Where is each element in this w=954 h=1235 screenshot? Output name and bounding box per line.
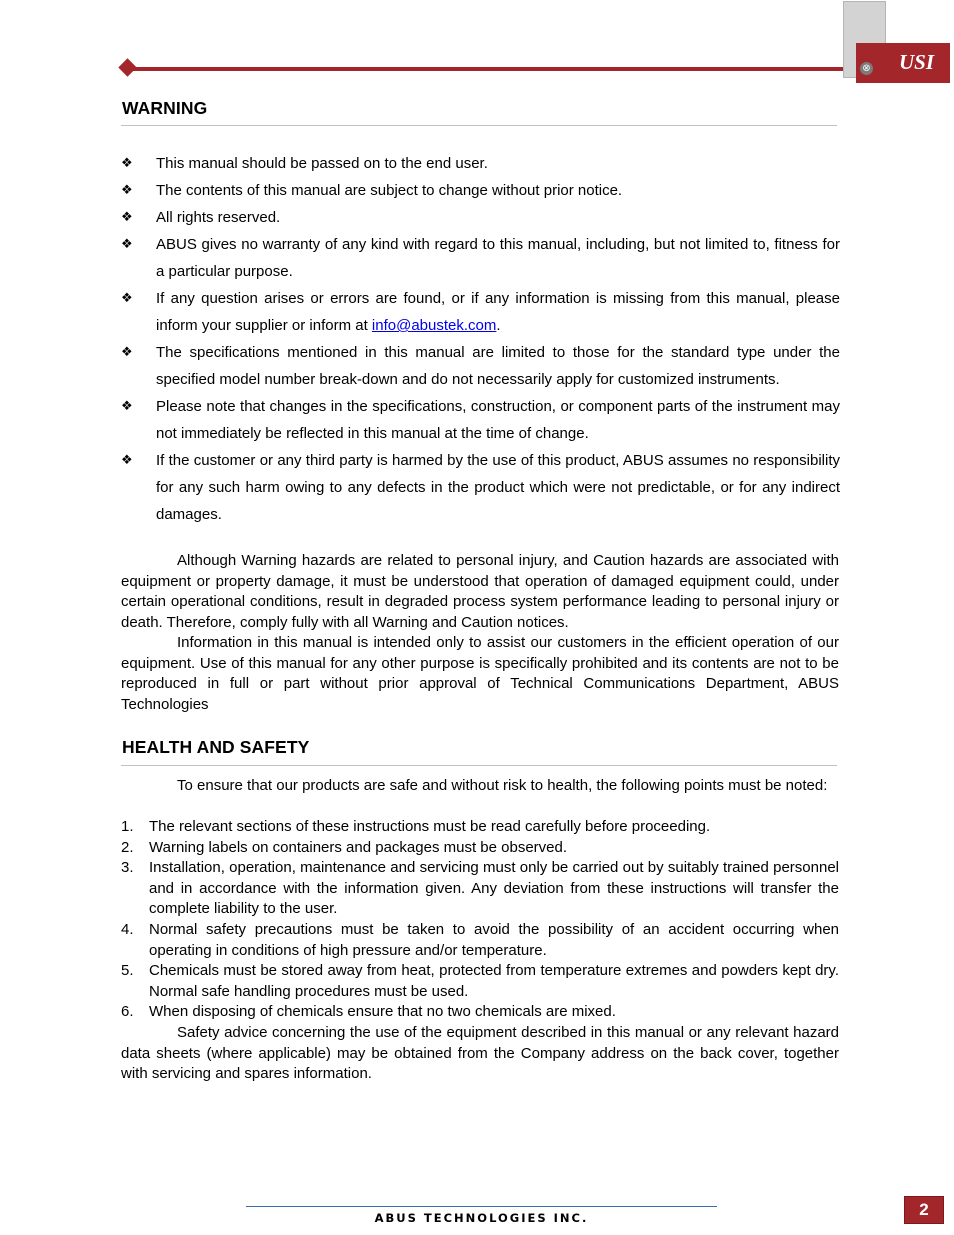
list-item-text: The contents of this manual are subject to change without prior notice. <box>156 182 623 199</box>
health-rule <box>121 765 837 766</box>
diamond-bullet-icon: ❖ <box>121 291 133 306</box>
list-item <box>121 231 840 285</box>
footer-company: ABUS TECHNOLOGIES INC. <box>374 1211 589 1225</box>
list-item <box>121 204 840 231</box>
list-item-number: 1. <box>121 818 134 835</box>
header-diamond <box>118 58 136 76</box>
list-item-number: 3. <box>121 859 134 877</box>
list-item <box>121 817 839 838</box>
diamond-bullet-icon: ❖ <box>121 399 133 414</box>
list-item <box>121 285 840 339</box>
header-rule <box>128 67 844 71</box>
list-item-number: 5. <box>121 962 134 980</box>
list-item <box>121 920 839 961</box>
list-item <box>121 393 840 447</box>
diamond-bullet-icon: ❖ <box>121 345 133 360</box>
warning-list <box>121 150 840 528</box>
list-item <box>121 858 839 920</box>
list-item-text: Normal safety precautions must be taken to avoid the possibility of an accident occurring when operating in conditions of high pressure and/or temperature. <box>149 920 839 959</box>
list-item-text-suffix: . <box>496 317 501 334</box>
list-item <box>121 961 839 1002</box>
health-closing: Safety advice concerning the use of the equipment described in this manual or any relevant hazard data sheets (where applicable) may be obtained from the Company address on the back cover, together with servicing and spares information. <box>121 1024 839 1083</box>
footer-rule <box>246 1206 717 1207</box>
list-item <box>121 838 839 859</box>
diamond-bullet-icon: ❖ <box>121 237 133 252</box>
list-item <box>121 150 840 177</box>
list-item <box>121 339 840 393</box>
diamond-bullet-icon: ❖ <box>121 210 133 225</box>
diamond-bullet-icon: ❖ <box>121 183 133 198</box>
list-item-text: This manual should be passed on to the end user. <box>156 155 488 172</box>
warning-rule <box>121 125 837 126</box>
warning-heading: WARNING <box>122 98 208 118</box>
email-link[interactable]: info@abustek.com <box>371 317 497 334</box>
list-item <box>121 1002 839 1023</box>
close-circle-icon: ⊗ <box>860 62 873 75</box>
list-item-text: Chemicals must be stored away from heat, protected from temperature extremes and powders kept dry. Normal safe handling procedures must be used. <box>149 962 839 1000</box>
list-item <box>121 447 840 528</box>
list-item-number: 4. <box>121 920 134 938</box>
list-item-text: All rights reserved. <box>156 209 281 226</box>
health-heading: HEALTH AND SAFETY <box>122 737 310 757</box>
health-intro: To ensure that our products are safe and without risk to health, the following points must be noted: <box>177 777 828 794</box>
warning-paragraph-1: Although Warning hazards are related to personal injury, and Caution hazards are associated with equipment or property damage, it must be understood that operation of damaged equipment could, under certain operational conditions, result in degraded process system performance leading to personal injury or death. Therefore, comply fully with all Warning and Caution notices. <box>121 552 839 631</box>
diamond-bullet-icon: ❖ <box>121 156 133 171</box>
health-list <box>121 817 839 1023</box>
list-item-text: The relevant sections of these instructions must be read carefully before proceeding. <box>149 818 711 835</box>
warning-paragraph-2: Information in this manual is intended only to assist our customers in the efficient operation of our equipment. Use of this manual for any other purpose is specifically prohibited and its contents are not to be reproduced in full or part without prior approval of Technical Communications Department, ABUS Technologies <box>121 634 839 713</box>
list-item-number: 6. <box>121 1003 134 1021</box>
list-item-text: Warning labels on containers and packages must be observed. <box>149 838 568 856</box>
list-item-text: If the customer or any third party is harmed by the use of this product, ABUS assumes no responsibility for any such harm owing to any defects in the product which were not predictable, or for any indirect damages. <box>156 452 840 523</box>
list-item-text: Installation, operation, maintenance and servicing must only be carried out by suitably trained personnel and in accordance with the information given. Any deviation from these instructions will transfer the complete liability to the user. <box>149 859 839 918</box>
list-item <box>121 177 840 204</box>
list-item-text: ABUS gives no warranty of any kind with regard to this manual, including, but not limited to, fitness for a particular purpose. <box>156 236 840 280</box>
header-logo-text: USI <box>899 50 935 74</box>
list-item-text: Please note that changes in the specifications, construction, or component parts of the instrument may not immediately be reflected in this manual at the time of change. <box>156 398 840 442</box>
list-item-text: When disposing of chemicals ensure that no two chemicals are mixed. <box>149 1003 616 1021</box>
list-item-number: 2. <box>121 838 134 856</box>
diamond-bullet-icon: ❖ <box>121 453 133 468</box>
list-item-text: If any question arises or errors are found, or if any information is missing from this manual, please inform your supplier or inform at <box>156 290 840 334</box>
list-item-text: The specifications mentioned in this manual are limited to those for the standard type under the specified model number break-down and do not necessarily apply for customized instruments. <box>156 344 840 388</box>
page-number: 2 <box>904 1196 944 1224</box>
